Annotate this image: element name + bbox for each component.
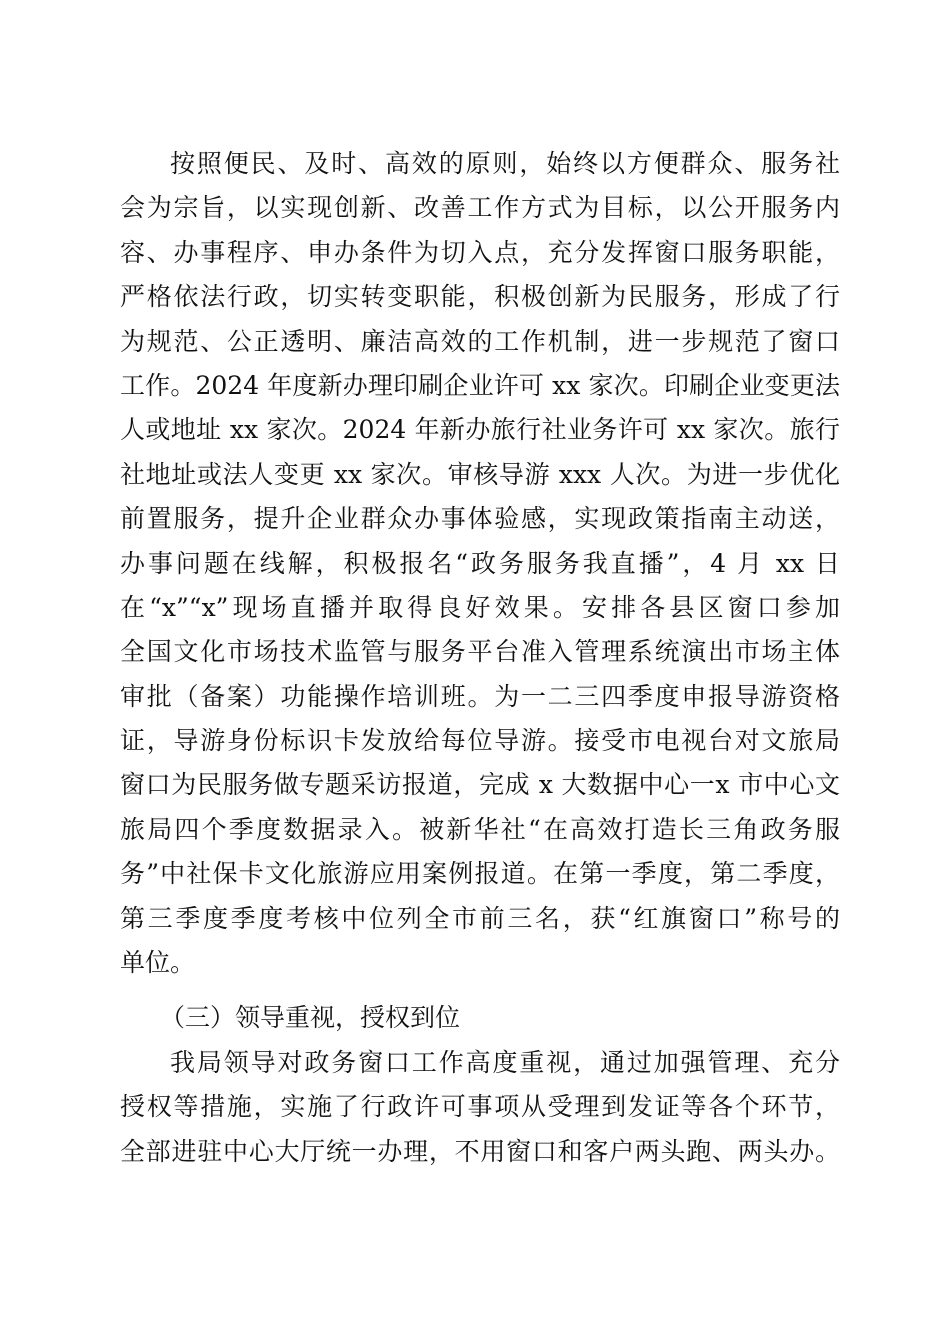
paragraph-line: 会为宗旨，以实现创新、改善工作方式为目标，以公开服务内 <box>120 193 840 223</box>
paragraph-line: 第三季度季度考核中位列全市前三名，获“红旗窗口”称号的 <box>120 903 840 933</box>
paragraph-line: 单位。 <box>120 948 196 978</box>
paragraph-line: 前置服务，提升企业群众办事体验感，实现政策指南主动送， <box>120 504 840 534</box>
section-heading <box>120 996 840 1040</box>
paragraph-line: 社地址或法人变更 xx 家次。审核导游 xxx 人次。为进一步优化 <box>120 459 840 489</box>
paragraph-line: 容、办事程序、申办条件为切入点，充分发挥窗口服务职能， <box>120 237 840 267</box>
paragraph-line: 人或地址 xx 家次。2024 年新办旅行社业务许可 xx 家次。旅行 <box>120 415 840 445</box>
paragraph-line: 为规范、公正透明、廉洁高效的工作机制，进一步规范了窗口 <box>120 326 840 356</box>
section-heading-text: （三）领导重视，授权到位 <box>160 1003 461 1032</box>
paragraph-line: 务”中社保卡文化旅游应用案例报道。在第一季度，第二季度， <box>120 859 840 889</box>
paragraph-line: 授权等措施，实施了行政许可事项从受理到发证等各个环节， <box>120 1092 840 1122</box>
paragraph-line: 证，导游身份标识卡发放给每位导游。接受市电视台对文旅局 <box>120 726 840 756</box>
paragraph-line: 按照便民、及时、高效的原则，始终以方便群众、服务社 <box>170 149 840 178</box>
paragraph-line: 严格依法行政，切实转变职能，积极创新为民服务，形成了行 <box>120 282 840 312</box>
paragraph-line: 办事问题在线解，积极报名“政务服务我直播”，4 月 xx 日 <box>120 548 840 578</box>
paragraph-leadership <box>120 1041 840 1174</box>
paragraph-line: 窗口为民服务做专题采访报道，完成 x 大数据中心一x 市中心文 <box>120 770 840 800</box>
paragraph-line: 工作。2024 年度新办理印刷企业许可 xx 家次。印刷企业变更法 <box>120 370 840 400</box>
paragraph-line: 审批（备案）功能操作培训班。为一二三四季度申报导游资格 <box>120 681 840 711</box>
paragraph-window-services <box>120 142 840 985</box>
paragraph-line: 旅局四个季度数据录入。被新华社“在高效打造长三角政务服 <box>120 814 840 844</box>
paragraph-line: 在“x”“x”现场直播并取得良好效果。安排各县区窗口参加 <box>120 592 840 622</box>
paragraph-line: 我局领导对政务窗口工作高度重视，通过加强管理、充分 <box>170 1048 840 1077</box>
paragraph-line: 全国文化市场技术监管与服务平台准入管理系统演出市场主体 <box>120 637 840 667</box>
paragraph-line: 全部进驻中心大厅统一办理，不用窗口和客户两头跑、两头办。 <box>120 1136 840 1166</box>
